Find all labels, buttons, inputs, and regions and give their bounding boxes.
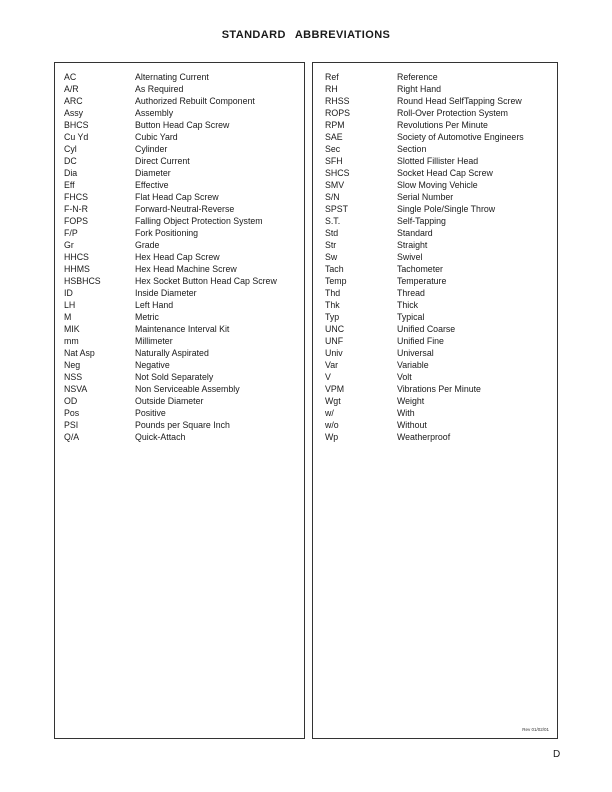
abbreviation-row [55, 431, 304, 443]
abbreviation-term: SMV [325, 180, 345, 190]
abbreviation-term: Assy [64, 108, 84, 118]
abbreviation-meaning: Temperature [397, 276, 447, 286]
abbreviation-row [55, 359, 304, 371]
abbreviation-meaning: Variable [397, 360, 429, 370]
abbreviation-term: F/P [64, 228, 78, 238]
abbreviation-meaning: Slotted Fillister Head [397, 156, 479, 166]
abbreviation-row [55, 263, 304, 275]
abbreviation-term: Univ [325, 348, 343, 358]
abbreviation-row [55, 155, 304, 167]
abbreviation-term: MIK [64, 324, 80, 334]
abbreviation-meaning: Right Hand [397, 84, 442, 94]
abbreviation-term: SFH [325, 156, 343, 166]
abbreviation-meaning: Weight [397, 396, 425, 406]
abbreviation-row [55, 287, 304, 299]
abbreviation-term: ID [64, 288, 73, 298]
abbreviation-meaning: Tachometer [397, 264, 443, 274]
abbreviation-meaning: Cylinder [135, 144, 168, 154]
abbreviation-term: Wgt [325, 396, 341, 406]
abbreviation-meaning: Outside Diameter [135, 396, 204, 406]
abbreviation-meaning: Non Serviceable Assembly [135, 384, 240, 394]
abbreviation-row [313, 179, 557, 191]
abbreviation-term: UNF [325, 336, 344, 346]
abbreviation-meaning: Pounds per Square Inch [135, 420, 230, 430]
abbreviation-meaning: Assembly [135, 108, 174, 118]
abbreviation-row [313, 431, 557, 443]
abbreviation-term: mm [64, 336, 79, 346]
abbreviation-term: Neg [64, 360, 81, 370]
abbreviation-term: Wp [325, 432, 339, 442]
abbreviation-term: AC [64, 72, 77, 82]
abbreviation-row [313, 359, 557, 371]
abbreviation-row [55, 227, 304, 239]
abbreviation-meaning: Hex Head Cap Screw [135, 252, 220, 262]
abbreviation-term: Cyl [64, 144, 77, 154]
page-title: STANDARD ABBREVIATIONS [221, 29, 391, 41]
abbreviation-term: Temp [325, 276, 347, 286]
abbreviation-term: w/ [325, 408, 334, 418]
abbreviation-row [313, 155, 557, 167]
abbreviation-meaning: Round Head SelfTapping Screw [397, 96, 522, 106]
abbreviation-meaning: Flat Head Cap Screw [135, 192, 219, 202]
abbreviation-row [55, 203, 304, 215]
abbreviation-row [313, 275, 557, 287]
abbreviation-meaning: Maintenance Interval Kit [135, 324, 230, 334]
abbreviation-row [55, 323, 304, 335]
abbreviation-term: ARC [64, 96, 83, 106]
abbreviation-meaning: Vibrations Per Minute [397, 384, 481, 394]
abbreviation-meaning: Inside Diameter [135, 288, 197, 298]
abbreviation-meaning: Thread [397, 288, 425, 298]
abbreviation-term: Eff [64, 180, 75, 190]
abbreviation-meaning: Universal [397, 348, 434, 358]
abbreviation-term: Pos [64, 408, 80, 418]
abbreviation-term: RH [325, 84, 338, 94]
abbreviation-meaning: Alternating Current [135, 72, 209, 82]
abbreviation-meaning: Authorized Rebuilt Component [135, 96, 255, 106]
abbreviation-meaning: Single Pole/Single Throw [397, 204, 496, 214]
abbreviation-meaning: Direct Current [135, 156, 190, 166]
abbreviation-meaning: With [397, 408, 415, 418]
abbreviation-row [313, 299, 557, 311]
abbreviation-term: OD [64, 396, 78, 406]
abbreviation-row [313, 203, 557, 215]
abbreviation-row [55, 407, 304, 419]
abbreviation-meaning: Left Hand [135, 300, 174, 310]
abbreviation-term: F-N-R [64, 204, 88, 214]
abbreviation-term: w/o [325, 420, 339, 430]
abbreviation-term: Typ [325, 312, 340, 322]
abbreviation-row [55, 83, 304, 95]
abbreviation-row [55, 107, 304, 119]
abbreviation-row [313, 383, 557, 395]
abbreviation-row [313, 143, 557, 155]
abbreviation-meaning: Unified Coarse [397, 324, 456, 334]
abbreviation-meaning: Negative [135, 360, 170, 370]
abbreviation-term: SAE [325, 132, 343, 142]
revision-note: Rev 01/02/01 [522, 727, 549, 732]
abbreviation-row [55, 119, 304, 131]
abbreviation-term: Str [325, 240, 337, 250]
abbreviation-row [55, 179, 304, 191]
abbreviation-row [55, 299, 304, 311]
abbreviation-row [313, 371, 557, 383]
abbreviation-row [313, 167, 557, 179]
abbreviation-row [55, 395, 304, 407]
abbreviation-term: M [64, 312, 72, 322]
abbreviation-term: NSVA [64, 384, 88, 394]
abbreviation-term: Gr [64, 240, 74, 250]
abbreviation-row [55, 215, 304, 227]
abbreviation-meaning: Quick-Attach [135, 432, 186, 442]
abbreviation-meaning: Millimeter [135, 336, 173, 346]
abbreviation-term: S.T. [325, 216, 341, 226]
abbreviation-meaning: Standard [397, 228, 433, 238]
abbreviation-row [55, 191, 304, 203]
abbreviation-term: PSI [64, 420, 79, 430]
abbreviation-term: Sw [325, 252, 338, 262]
abbreviation-term: HHCS [64, 252, 89, 262]
abbreviation-meaning: Serial Number [397, 192, 454, 202]
abbreviation-meaning: Positive [135, 408, 166, 418]
abbreviation-term: Dia [64, 168, 78, 178]
abbreviation-term: A/R [64, 84, 79, 94]
abbreviation-meaning: Metric [135, 312, 159, 322]
abbreviation-row [55, 239, 304, 251]
abbreviation-row [313, 131, 557, 143]
abbreviation-term: Ref [325, 72, 339, 82]
abbreviation-row [313, 71, 557, 83]
abbreviation-meaning: Revolutions Per Minute [397, 120, 488, 130]
abbreviation-term: V [325, 372, 331, 382]
abbreviation-meaning: Hex Socket Button Head Cap Screw [135, 276, 277, 286]
abbreviation-meaning: Not Sold Separately [135, 372, 214, 382]
abbreviation-row [55, 335, 304, 347]
abbreviation-meaning: Hex Head Machine Screw [135, 264, 237, 274]
abbreviation-row [313, 119, 557, 131]
abbreviation-row [55, 311, 304, 323]
abbreviations-column-right [312, 62, 558, 739]
abbreviation-meaning: Typical [397, 312, 425, 322]
abbreviation-meaning: Falling Object Protection System [135, 216, 263, 226]
abbreviation-meaning: Unified Fine [397, 336, 444, 346]
abbreviation-list-left [55, 71, 304, 443]
abbreviation-meaning: Weatherproof [397, 432, 451, 442]
abbreviation-row [313, 83, 557, 95]
abbreviation-meaning: Button Head Cap Screw [135, 120, 230, 130]
abbreviation-meaning: Naturally Aspirated [135, 348, 209, 358]
abbreviation-meaning: Reference [397, 72, 438, 82]
abbreviation-term: RPM [325, 120, 345, 130]
abbreviation-row [313, 239, 557, 251]
abbreviation-row [55, 143, 304, 155]
abbreviation-term: HSBHCS [64, 276, 101, 286]
abbreviation-meaning: Slow Moving Vehicle [397, 180, 478, 190]
abbreviation-term: FHCS [64, 192, 88, 202]
abbreviation-row [55, 383, 304, 395]
abbreviation-term: Nat Asp [64, 348, 95, 358]
abbreviation-term: Sec [325, 144, 341, 154]
abbreviation-term: DC [64, 156, 77, 166]
abbreviation-meaning: Grade [135, 240, 160, 250]
abbreviation-term: S/N [325, 192, 340, 202]
abbreviation-meaning: Thick [397, 300, 419, 310]
abbreviation-term: Std [325, 228, 339, 238]
abbreviation-row [55, 95, 304, 107]
abbreviation-row [55, 131, 304, 143]
abbreviation-row [55, 419, 304, 431]
abbreviation-list-right [313, 71, 557, 443]
abbreviation-meaning: Socket Head Cap Screw [397, 168, 493, 178]
abbreviation-term: ROPS [325, 108, 350, 118]
abbreviation-meaning: Without [397, 420, 427, 430]
abbreviation-row [313, 191, 557, 203]
abbreviation-row [55, 167, 304, 179]
abbreviation-meaning: Society of Automotive Engineers [397, 132, 524, 142]
abbreviation-row [313, 347, 557, 359]
abbreviation-row [313, 335, 557, 347]
abbreviation-term: Thk [325, 300, 340, 310]
abbreviation-row [313, 419, 557, 431]
abbreviation-term: Tach [325, 264, 344, 274]
abbreviation-row [313, 407, 557, 419]
abbreviation-term: LH [64, 300, 76, 310]
abbreviation-meaning: As Required [135, 84, 184, 94]
abbreviation-term: VPM [325, 384, 345, 394]
abbreviation-row [313, 287, 557, 299]
abbreviation-row [313, 263, 557, 275]
abbreviation-meaning: Roll-Over Protection System [397, 108, 508, 118]
abbreviation-meaning: Self-Tapping [397, 216, 446, 226]
abbreviation-meaning: Effective [135, 180, 169, 190]
abbreviation-row [313, 251, 557, 263]
abbreviation-row [313, 323, 557, 335]
abbreviation-row [313, 107, 557, 119]
abbreviation-row [313, 95, 557, 107]
abbreviation-meaning: Volt [397, 372, 412, 382]
abbreviation-meaning: Fork Positioning [135, 228, 199, 238]
abbreviation-term: Q/A [64, 432, 80, 442]
abbreviation-term: UNC [325, 324, 345, 334]
abbreviations-column-left [54, 62, 305, 739]
abbreviation-term: HHMS [64, 264, 90, 274]
abbreviation-row [55, 347, 304, 359]
abbreviation-row [313, 395, 557, 407]
abbreviation-row [55, 71, 304, 83]
abbreviation-row [313, 215, 557, 227]
abbreviation-meaning: Diameter [135, 168, 171, 178]
abbreviation-row [55, 371, 304, 383]
abbreviation-term: BHCS [64, 120, 89, 130]
abbreviation-meaning: Section [397, 144, 427, 154]
abbreviation-meaning: Forward-Neutral-Reverse [135, 204, 235, 214]
abbreviation-term: Var [325, 360, 339, 370]
abbreviation-meaning: Straight [397, 240, 428, 250]
abbreviation-row [313, 227, 557, 239]
abbreviation-term: RHSS [325, 96, 350, 106]
abbreviation-term: Thd [325, 288, 341, 298]
abbreviation-row [55, 275, 304, 287]
abbreviation-term: Cu Yd [64, 132, 89, 142]
abbreviation-meaning: Cubic Yard [135, 132, 178, 142]
abbreviation-meaning: Swivel [397, 252, 423, 262]
abbreviation-row [313, 311, 557, 323]
abbreviation-term: SPST [325, 204, 348, 214]
abbreviation-term: NSS [64, 372, 83, 382]
abbreviation-term: SHCS [325, 168, 350, 178]
abbreviation-term: FOPS [64, 216, 88, 226]
page-number: D [553, 749, 561, 760]
abbreviation-row [55, 251, 304, 263]
